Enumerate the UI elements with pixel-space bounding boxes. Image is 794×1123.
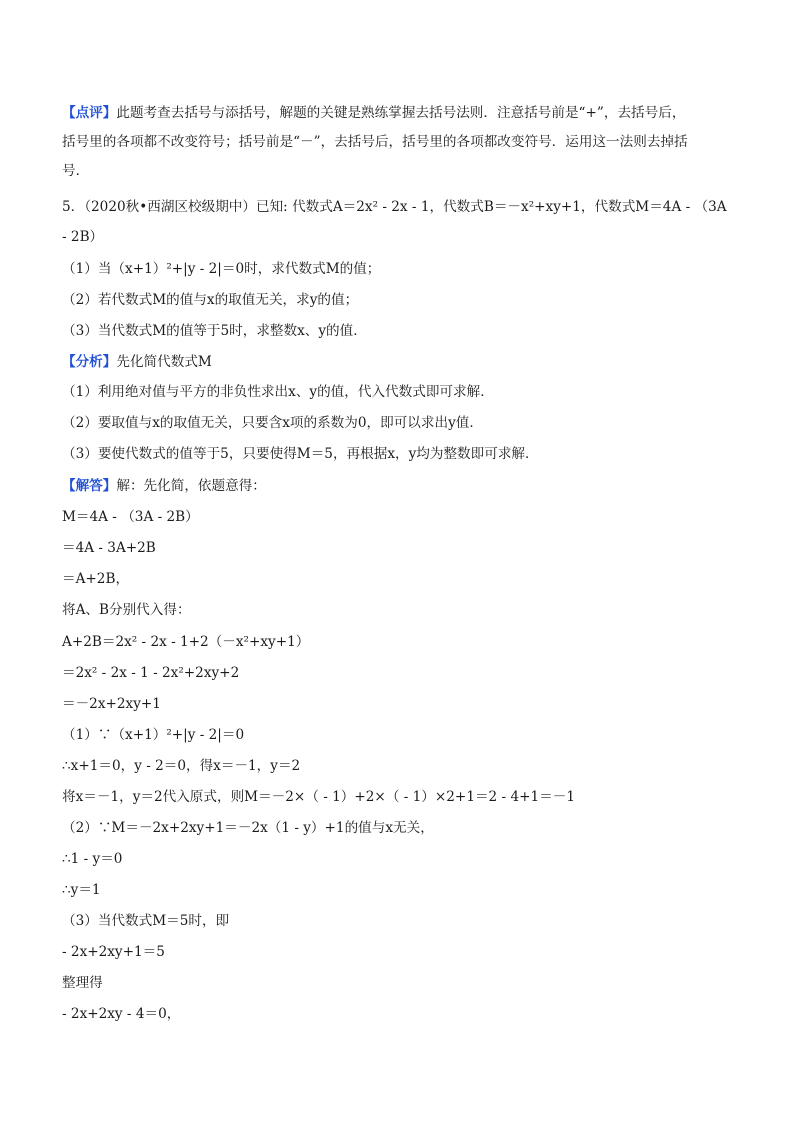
solution-line: ＝A+2B，: [62, 571, 130, 587]
solution-line: 整理得: [62, 975, 103, 991]
solution-line: - 2x+2xy - 4＝0，: [62, 1006, 181, 1022]
solution-line: ＝4A - 3A+2B: [62, 540, 156, 556]
analysis-heading: [62, 351, 746, 373]
solution-intro: 解：先化简，依题意得：: [116, 478, 266, 494]
problem-stem-line-2: - 2B）: [62, 229, 104, 245]
solution-line: ∴y＝1: [62, 882, 101, 898]
solution-line: ∴x+1＝0，y - 2＝0，得x＝－1，y＝2: [62, 758, 301, 774]
solution-line: ＝－2x+2xy+1: [62, 696, 161, 712]
solution-line: M＝4A - （3A - 2B）: [62, 509, 199, 525]
analysis-step-3: （3）要使代数式的值等于5，只要使得M＝5，再根据x，y均为整数即可求解．: [62, 446, 539, 462]
analysis-tag: 【分析】: [62, 354, 117, 370]
analysis-step-2: （2）要取值与x的取值无关，只要含x项的系数为0，即可以求出y值．: [62, 415, 483, 431]
solution-line: ∴1 - y＝0: [62, 851, 123, 867]
analysis-step-1: （1）利用绝对值与平方的非负性求出x、y的值，代入代数式即可求解．: [62, 384, 494, 400]
question-3: （3）当代数式M的值等于5时，求整数x、y的值．: [62, 323, 367, 339]
problem-stem-line-1: 5．（2020秋•西湖区校级期中）已知: 代数式A＝2x² - 2x - 1，代数式B＝－x²+xy+1，代数式M＝4A - （3A: [62, 199, 727, 215]
solution-line: （3）当代数式M＝5时，即: [62, 913, 230, 929]
review-line-2: 括号里的各项都不改变符号；括号前是“－”，去括号后，括号里的各项都改变符号．运用这一法则去掉括: [62, 134, 688, 150]
solution-line: - 2x+2xy+1＝5: [62, 944, 165, 960]
solution-line: 将A、B分别代入得：: [62, 602, 191, 618]
analysis-text: 先化简代数式M: [116, 354, 212, 370]
solution-line: （2）∵M＝－2x+2xy+1＝－2x（1 - y）+1的值与x无关，: [62, 820, 434, 836]
solution-tag: 【解答】: [62, 478, 117, 494]
solution-line: 将x＝－1，y＝2代入原式，则M＝－2×（ - 1）+2×（ - 1）×2+1＝2 - 4+1＝－1: [62, 789, 575, 805]
solution-line: ＝2x² - 2x - 1 - 2x²+2xy+2: [62, 665, 240, 681]
question-2: （2）若代数式M的值与x的取值无关，求y的值；: [62, 292, 359, 308]
review-text-1: 此题考查去括号与添括号，解题的关键是熟练掌握去括号法则．注意括号前是“+”，去括号后，: [116, 105, 686, 121]
review-tag: 【点评】: [62, 105, 117, 121]
solution-line: A+2B＝2x² - 2x - 1+2（－x²+xy+1）: [62, 634, 310, 650]
question-1: （1）当（x+1）²+|y - 2|＝0时，求代数式M的值；: [62, 261, 381, 277]
review-line-1: [62, 102, 746, 124]
solution-line: （1）∵（x+1）²+|y - 2|＝0: [62, 727, 245, 743]
review-line-3: 号．: [62, 163, 90, 179]
solution-heading: [62, 475, 746, 497]
